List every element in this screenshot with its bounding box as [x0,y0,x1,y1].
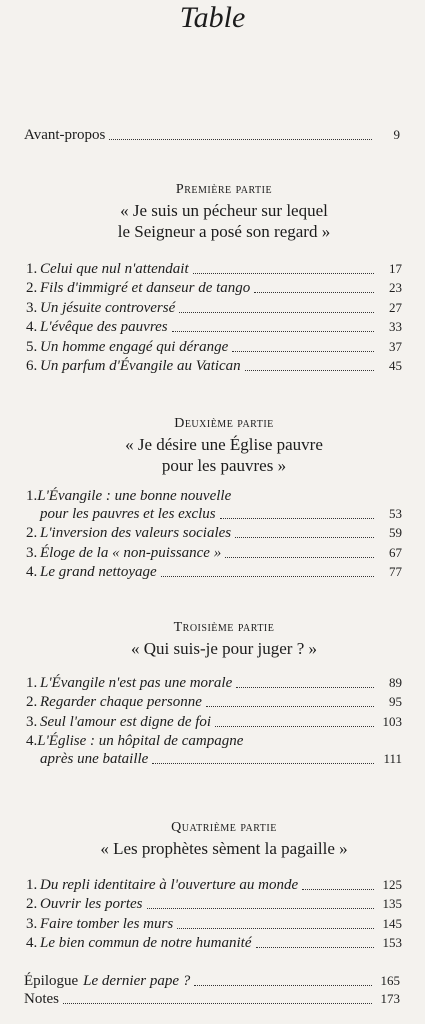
entry-number: 6. [26,357,38,374]
part-heading [40,818,408,859]
entry-title: L'inversion des valeurs sociales [40,525,232,542]
page-number: 23 [389,280,402,296]
dot-leader [177,928,374,929]
dot-leader [256,947,375,948]
page-number: 9 [393,127,400,142]
page-number: 103 [382,713,402,729]
entry-number: 4. [26,564,38,581]
dot-leader [152,763,374,764]
toc-entry[interactable] [26,260,402,278]
entry-title: L'Évangile n'est pas une morale [40,675,233,691]
dot-leader [109,139,372,140]
toc-entry-wrapped[interactable] [26,487,402,523]
entry-number: 1. [26,261,38,277]
part-heading [40,180,408,242]
toc-avant-propos [24,126,400,145]
toc-entry[interactable] [26,299,402,317]
toc-entry[interactable] [26,693,402,711]
entry-number: 3. [26,713,38,730]
entry-title: Un parfum d'Évangile au Vatican [40,357,241,374]
dot-leader [235,537,374,538]
dot-leader [215,726,374,727]
entry-number: 2. [26,280,38,297]
part-title-line: « Qui suis-je pour juger ? » [130,639,318,658]
entry-number: 2. [26,896,38,913]
page-number: 77 [389,564,402,580]
part-title-line: « Je suis un pécheur sur lequel [120,201,328,220]
entry-title: Le bien commun de notre humanité [40,935,252,952]
page-number: 59 [389,525,402,541]
entry-number: 4. [26,319,38,336]
toc-entry[interactable] [26,563,402,581]
entry-title: Un homme engagé qui dérange [40,338,229,355]
entry-number: 4. [26,733,38,750]
entry-number: 2. [26,525,38,542]
toc-entry-notes[interactable] [24,990,400,1008]
dot-leader [179,312,374,313]
entry-title: Avant-propos [24,127,106,143]
entry-title: L'évêque des pauvres [40,319,168,336]
page-number: 17 [389,261,402,276]
toc-entry[interactable] [26,279,402,297]
entry-title: Du repli identitaire à l'ouverture au monde [40,877,299,893]
entry-title: Le grand nettoyage [40,564,157,581]
page-number: 67 [389,544,402,560]
entry-number: 1. [26,877,38,893]
dot-leader [63,1003,372,1004]
entry-title: Celui que nul n'attendait [40,261,189,277]
entry-number: 3. [26,544,38,561]
toc-entry-wrapped[interactable] [26,732,402,768]
page-number: 37 [389,338,402,354]
part-label: Première partie [175,182,273,197]
part-heading [40,618,408,659]
dot-leader [147,908,375,909]
toc-entry[interactable] [26,524,402,542]
part-label: Quatrième partie [171,820,277,835]
toc-entry[interactable] [26,713,402,731]
entry-title-continued: pour les pauvres et les exclus [40,506,216,522]
part-title-line: pour les pauvres » [161,456,287,475]
toc-entry[interactable] [24,126,400,144]
toc-part-list [26,487,402,583]
page-number: 33 [389,319,402,335]
part-label: Troisième partie [173,620,275,635]
part-label: Deuxième partie [174,416,274,431]
entry-number: 3. [26,299,38,316]
entry-title: Seul l'amour est digne de foi [40,713,212,730]
entry-title: Épilogue [24,973,79,989]
entry-number: 5. [26,338,38,355]
dot-leader [172,331,374,332]
toc-entry[interactable] [26,544,402,562]
toc-part-list [26,674,402,770]
page-number: 45 [389,357,402,373]
entry-title: L'Église : un hôpital de campagne [37,733,244,750]
page-number: 125 [382,877,402,892]
toc-entry[interactable] [26,318,402,336]
entry-number: 4. [26,935,38,952]
toc-entry[interactable] [26,674,402,692]
toc-entry[interactable] [26,876,402,894]
dot-leader [161,576,374,577]
entry-title: Fils d'immigré et danseur de tango [40,280,251,297]
dot-leader [302,889,374,890]
part-title-line: le Seigneur a posé son regard » [117,222,331,241]
toc-entry[interactable] [26,915,402,933]
entry-title: Éloge de la « non-puissance » [40,544,222,561]
page-number: 173 [380,991,400,1006]
toc-entry[interactable] [26,357,402,375]
dot-leader [245,370,374,371]
entry-title: Ouvrir les portes [40,896,143,913]
entry-title: Regarder chaque personne [40,694,202,711]
toc-part-list [26,876,402,954]
entry-title-continued: après une bataille [40,751,149,768]
entry-title: Notes [24,991,59,1007]
entry-number: 3. [26,915,38,932]
dot-leader [206,706,374,707]
dot-leader [254,292,374,293]
page-number: 27 [389,299,402,315]
page-number: 135 [382,896,402,912]
page-number: 89 [389,675,402,690]
page-number: 153 [382,935,402,951]
toc-entry[interactable] [26,895,402,913]
page-number: 53 [389,506,402,521]
dot-leader [236,687,374,688]
dot-leader [194,985,372,986]
page-number: 95 [389,694,402,710]
page-number: 145 [382,915,402,931]
toc-entry[interactable] [26,934,402,952]
page-number: 165 [380,973,400,988]
entry-number: 1. [26,488,38,504]
entry-number: 1. [26,675,38,691]
toc-part-list [26,260,402,376]
dot-leader [220,518,374,519]
part-title-line: « Je désire une Église pauvre [125,435,323,454]
entry-title: L'Évangile : une bonne nouvelle [37,488,232,504]
entry-number: 2. [26,694,38,711]
part-title-line: « Les prophètes sèment la pagaille » [100,839,348,858]
page-title: Table [179,1,246,34]
toc-entry[interactable] [26,338,402,356]
dot-leader [193,273,374,274]
dot-leader [225,557,374,558]
entry-title: Un jésuite controversé [40,299,176,316]
entry-title: Faire tomber les murs [40,915,174,932]
entry-subtitle: Le dernier pape ? [83,973,191,989]
dot-leader [232,351,374,352]
toc-back-matter [24,972,400,1008]
page-number: 111 [383,751,402,767]
part-heading [40,414,408,476]
toc-entry-epilogue[interactable] [24,972,400,990]
